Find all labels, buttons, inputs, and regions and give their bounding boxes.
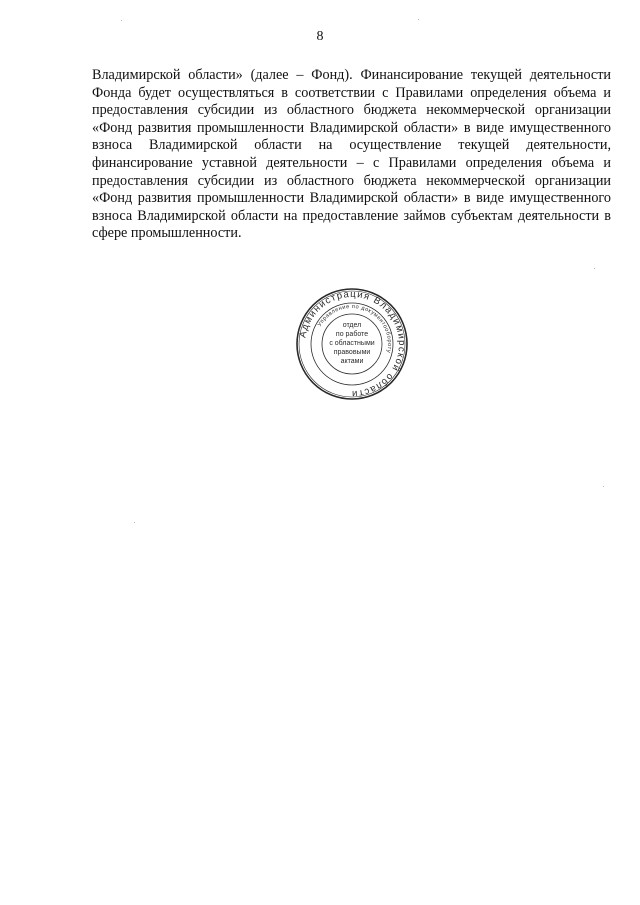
stamp-center-line: актами [340,358,364,365]
stamp-center-line: правовыми [333,349,371,356]
stamp-center-line: отдел [342,322,362,329]
svg-text:Администрация Владимирской обл: Администрация Владимирской области [297,288,408,400]
body-paragraph: Владимирской области» (далее – Фонд). Финансирование текущей деятельности Фонда будет осуществляться в соответствии с Правилами определения объема и предоставления субсидии из областного бюджета некоммерческой организации «Фонд развития промышленности Владимирской области» в виде имущественного взноса Владимирской области на осуществление текущей деятельности, финансирование уставной деятельности – с Правилами определения объема и предоставления субсидии из областного бюджета некоммерческой организации «Фонд развития промышленности Владимирской области» в виде имущественного взноса Владимирской области на предоставление займов субъектам деятельности в сфере промышленности. [92,67,611,242]
page-number: 8 [316,29,324,44]
svg-text:Управление по документообороту: Управление по документообороту [317,303,393,354]
official-seal-stamp [295,287,409,401]
stamp-center-line: с областными [329,340,375,347]
stamp-center-line: по работе [335,331,369,338]
